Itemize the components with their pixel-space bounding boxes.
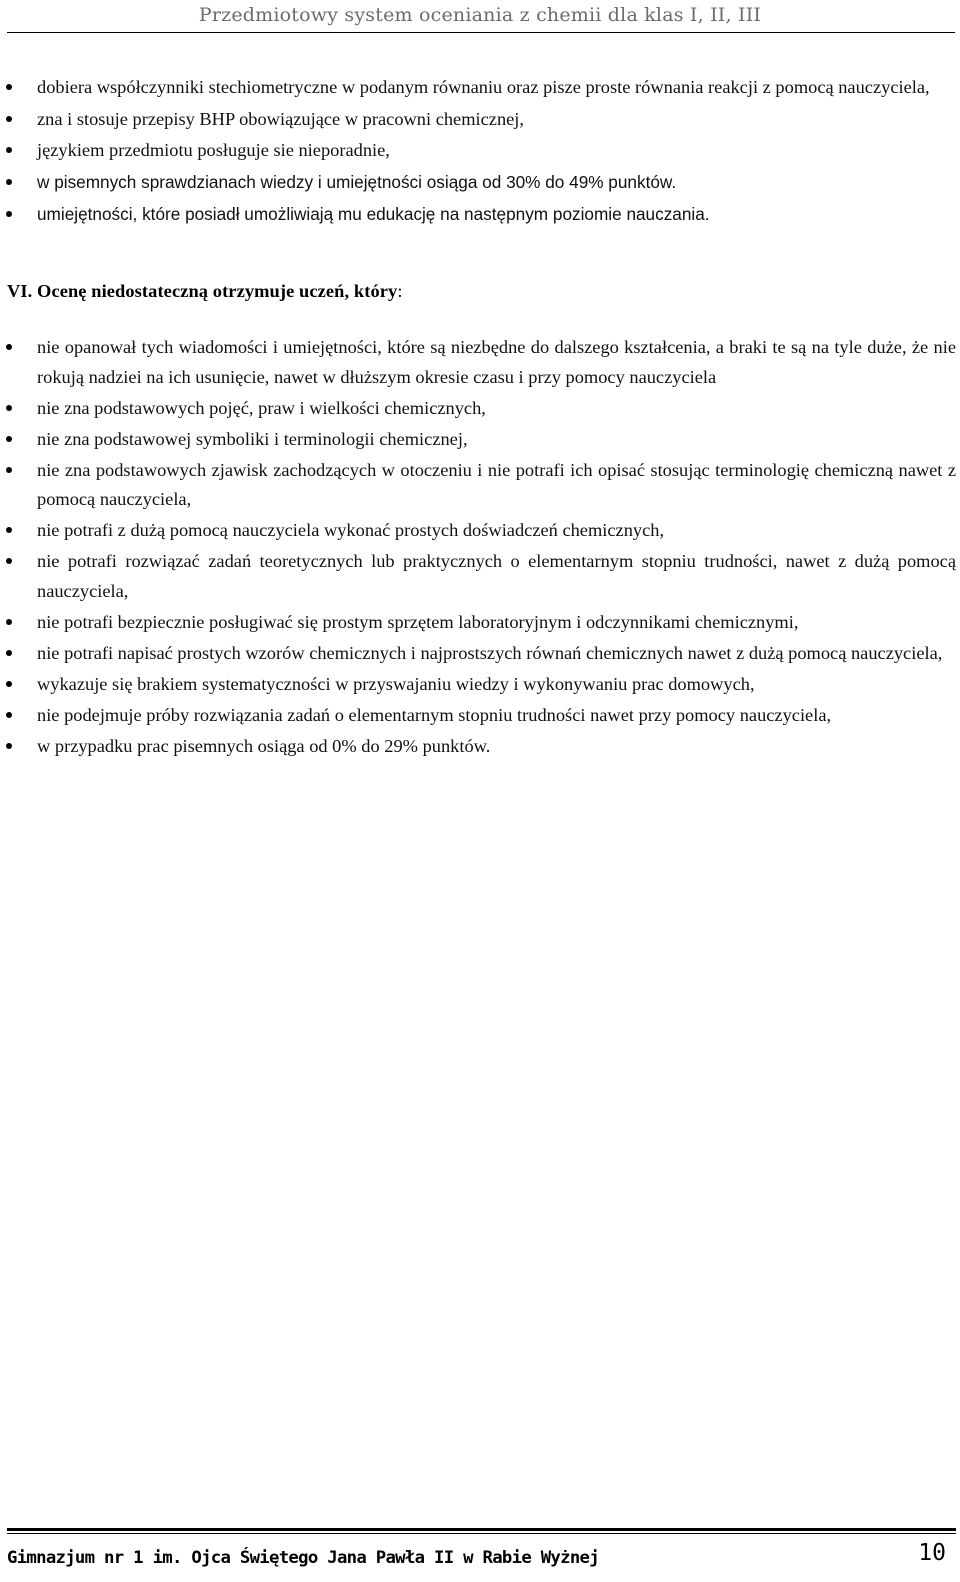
bullet-icon	[6, 681, 12, 687]
footer-divider-thin	[7, 1533, 956, 1534]
list-item: w pisemnych sprawdzianach wiedzy i umiejętności osiąga od 30% do 49% punktów.	[0, 168, 956, 198]
bullet-icon	[6, 211, 12, 217]
bullet-icon	[6, 619, 12, 625]
bullet-icon	[6, 405, 12, 411]
bullet-icon	[6, 467, 12, 473]
bullet-icon	[6, 116, 12, 122]
list-item: nie potrafi napisać prostych wzorów chemicznych i najprostszych równań chemicznych nawet z dużą pomocą nauczyciela,	[0, 639, 956, 669]
page-number: 10	[918, 1540, 946, 1566]
header-divider	[7, 32, 955, 33]
bullet-icon	[6, 712, 12, 718]
bullet-icon	[6, 179, 12, 185]
list-item: zna i stosuje przepisy BHP obowiązujące w pracowni chemicznej,	[0, 105, 956, 135]
insufficient-grade-criteria-list	[0, 333, 956, 764]
section-heading-colon: :	[397, 281, 403, 301]
list-item: nie potrafi rozwiązać zadań teoretycznych lub praktycznych o elementarnym stopniu trudności, nawet z dużą pomocą nauczyciela,	[0, 547, 956, 606]
footer-divider-thick	[7, 1528, 956, 1531]
list-item: umiejętności, które posiadł umożliwiają mu edukację na następnym poziomie nauczania.	[0, 200, 956, 230]
requirements-list-top	[0, 73, 956, 231]
list-item: nie opanował tych wiadomości i umiejętności, które są niezbędne do dalszego kształcenia, a braki te są na tyle duże, że nie rokują nadziei na ich usunięcie, nawet w dłuższym okresie czasu i przy pomocy nauczyciela	[0, 333, 956, 392]
bullet-icon	[6, 147, 12, 153]
section-heading	[7, 281, 403, 302]
list-item: nie zna podstawowych zjawisk zachodzących w otoczeniu i nie potrafi ich opisać stosując terminologię chemiczną nawet z pomocą nauczyciela,	[0, 456, 956, 515]
list-item: nie podejmuje próby rozwiązania zadań o elementarnym stopniu trudności nawet przy pomocy nauczyciela,	[0, 701, 956, 731]
page-header	[0, 0, 960, 40]
page-footer	[0, 1520, 960, 1582]
bullet-icon	[6, 436, 12, 442]
list-item: nie potrafi z dużą pomocą nauczyciela wykonać prostych doświadczeń chemicznych,	[0, 516, 956, 546]
bullet-icon	[6, 527, 12, 533]
list-item: wykazuje się brakiem systematyczności w przyswajaniu wiedzy i wykonywaniu prac domowych,	[0, 670, 956, 700]
bullet-icon	[6, 84, 12, 90]
list-item: nie zna podstawowych pojęć, praw i wielkości chemicznych,	[0, 394, 956, 424]
list-item: nie potrafi bezpiecznie posługiwać się prostym sprzętem laboratoryjnym i odczynnikami chemicznymi,	[0, 608, 956, 638]
list-item: językiem przedmiotu posługuje sie nieporadnie,	[0, 136, 956, 166]
bullet-icon	[6, 743, 12, 749]
bullet-icon	[6, 558, 12, 564]
list-item: w przypadku prac pisemnych osiąga od 0% do 29% punktów.	[0, 732, 956, 762]
bullet-icon	[6, 650, 12, 656]
list-item: dobiera współczynniki stechiometryczne w podanym równaniu oraz pisze proste równania reakcji z pomocą nauczyciela,	[0, 73, 956, 103]
footer-school-name: Gimnazjum nr 1 im. Ojca Świętego Jana Pawła II w Rabie Wyżnej	[7, 1548, 599, 1568]
header-title: Przedmiotowy system oceniania z chemii dla klas I, II, III	[198, 4, 762, 26]
bullet-icon	[6, 344, 12, 350]
section-heading-text: VI. Ocenę niedostateczną otrzymuje uczeń, który	[7, 281, 398, 301]
list-item: nie zna podstawowej symboliki i terminologii chemicznej,	[0, 425, 956, 455]
